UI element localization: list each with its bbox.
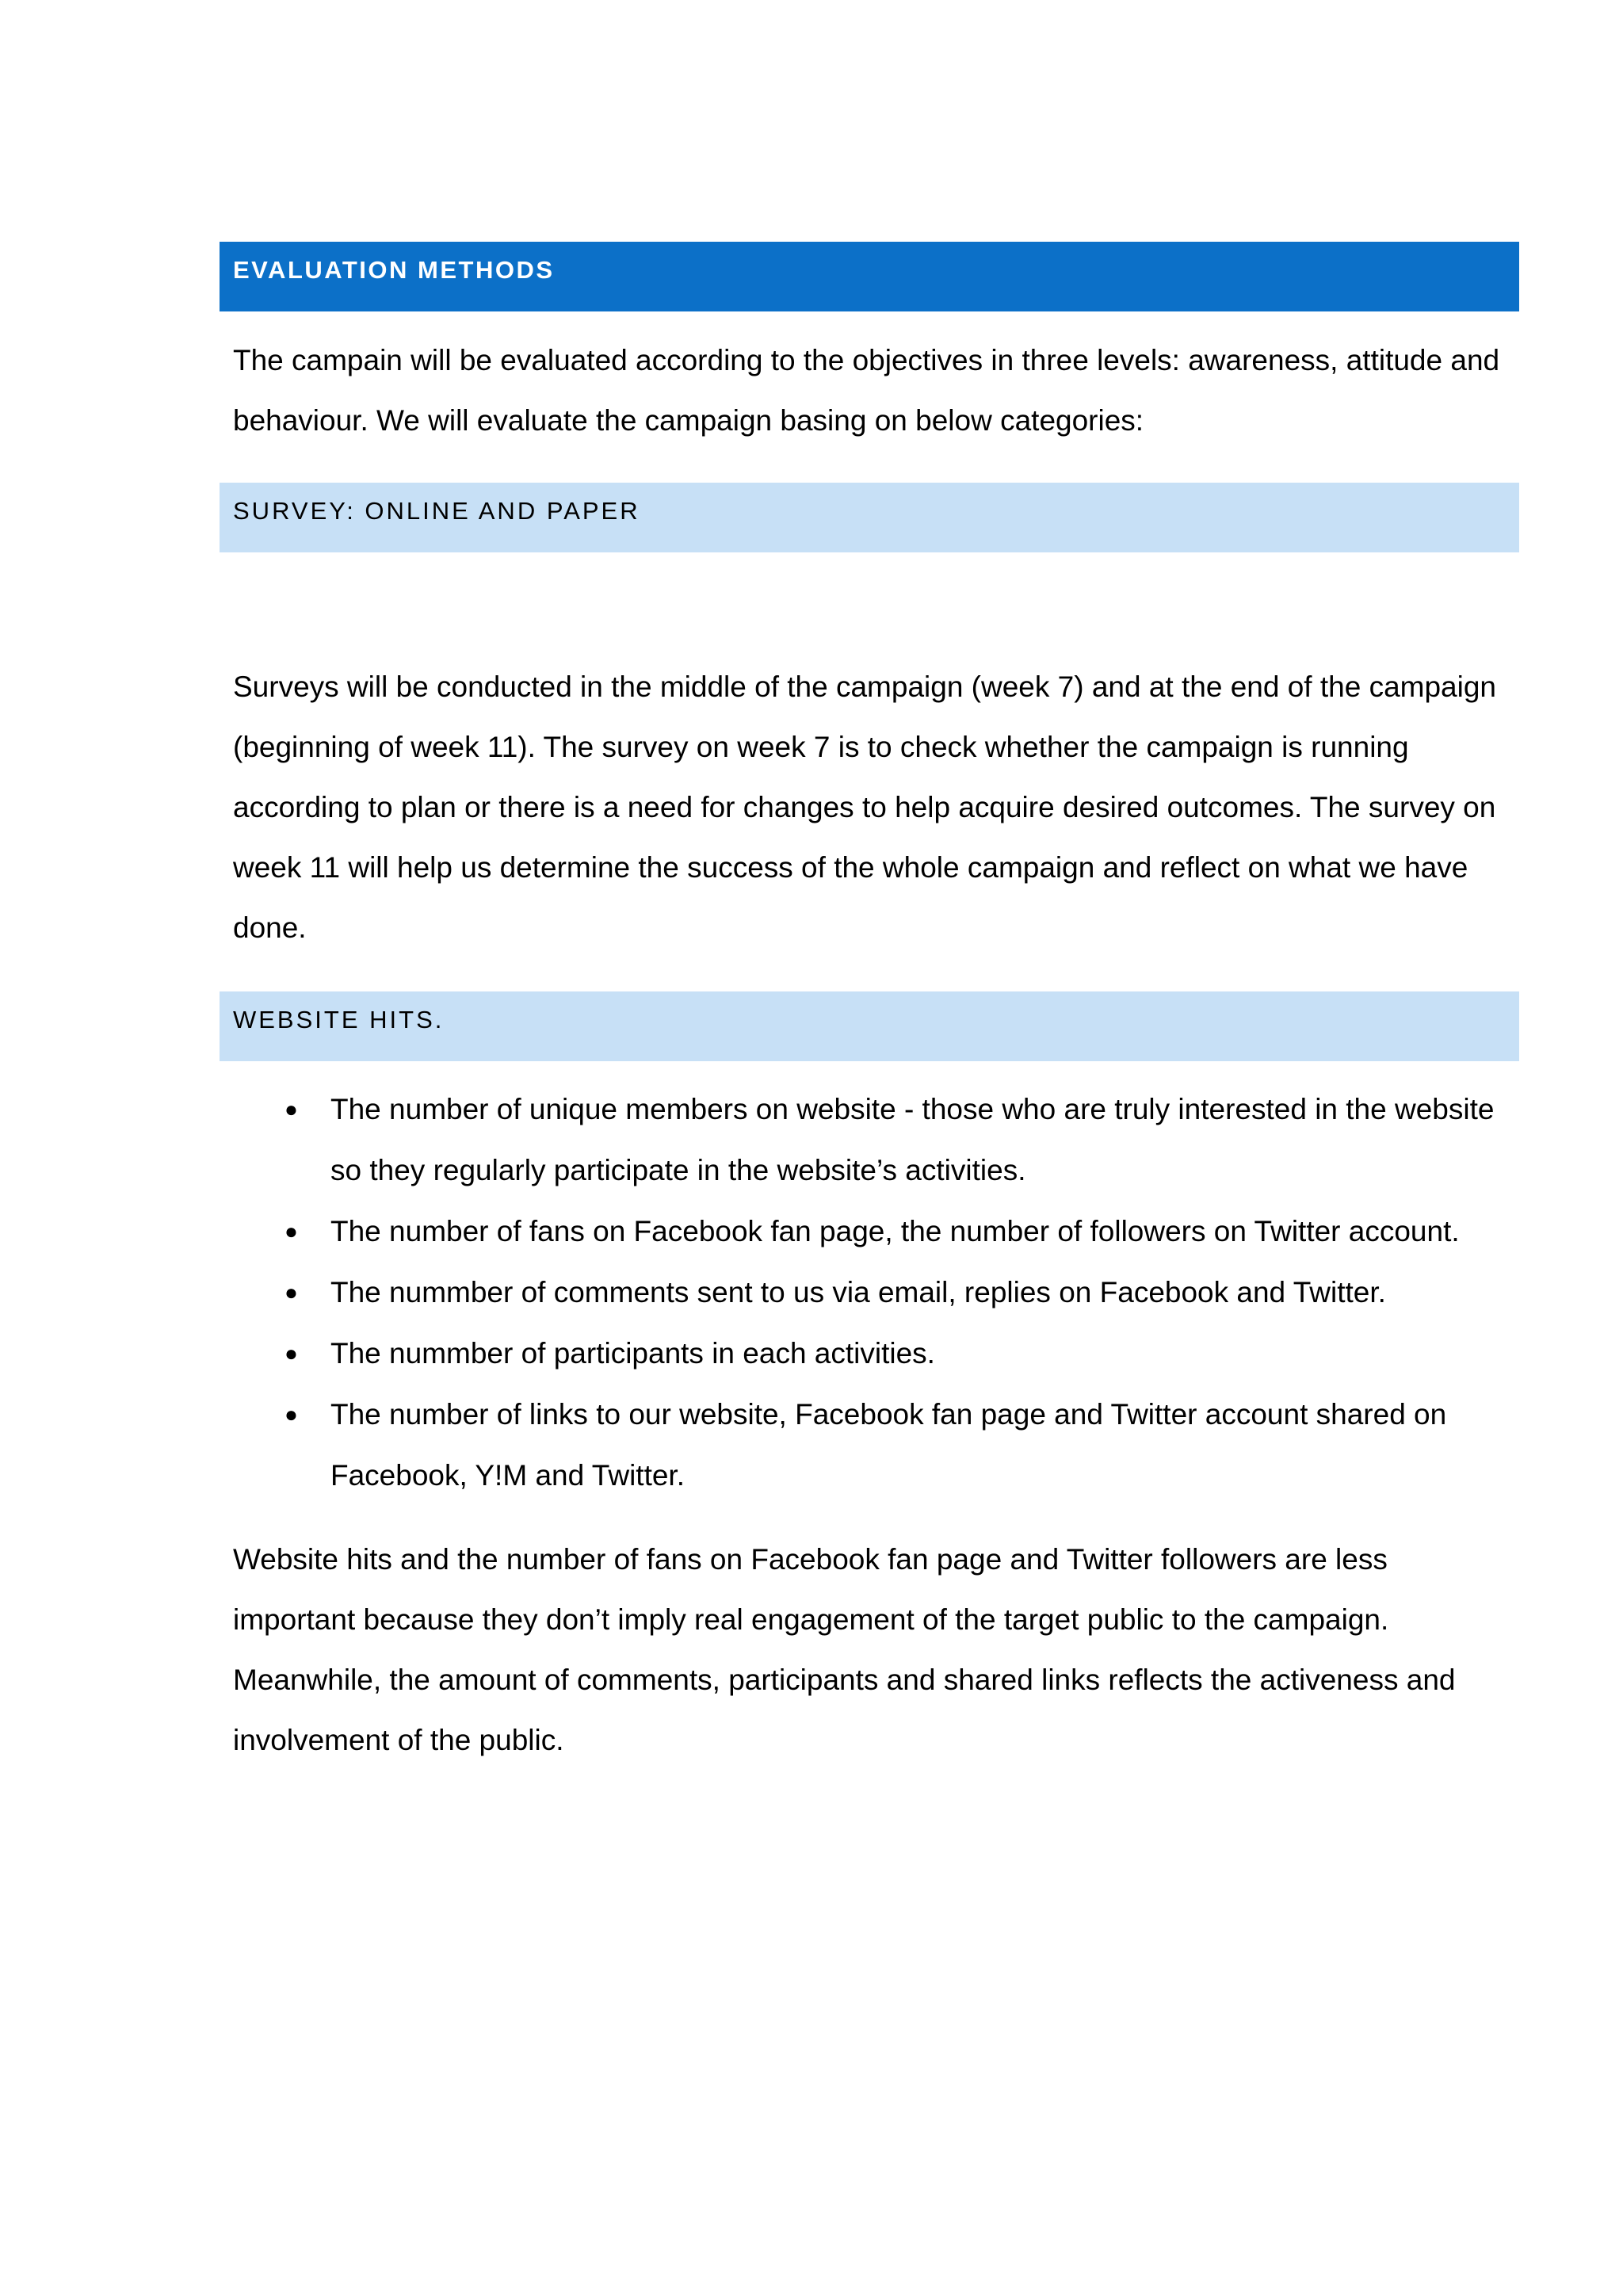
list-item [220, 1079, 1519, 1201]
website-hits-heading [220, 991, 1519, 1061]
list-item [220, 1262, 1519, 1323]
website-hits-list [220, 1079, 1519, 1506]
list-item [220, 1201, 1519, 1262]
bullet-icon: ● [285, 1280, 298, 1305]
survey-paragraph: Surveys will be conducted in the middle of the campaign (week 7) and at the end of the campaign (beginning of week 11). The survey on week 7 is to check whether the campaign is running according to plan or there is a need for changes to help acquire desired outcomes. The survey on week 11 will help us determine the success of the whole campaign and reflect on what we have done. [233, 670, 1496, 944]
list-item-text: The number of links to our website, Facebook fan page and Twitter account shared on Facebook, Y!M and Twitter. [330, 1398, 1447, 1492]
bullet-icon: ● [285, 1097, 298, 1121]
survey-heading [220, 483, 1519, 552]
list-item [220, 1384, 1519, 1506]
list-item-text: The number of unique members on website - those who are truly interested in the website so they regularly participate in the website’s activities. [330, 1093, 1495, 1186]
survey-heading-text: SURVEY: ONLINE AND PAPER [233, 497, 640, 525]
closing-paragraph: Website hits and the number of fans on Facebook fan page and Twitter followers are less important because they don’t imply real engagement of the target public to the campaign. Meanwhile, the amount of comments, participants and shared links reflects the activeness and involvement of the public. [233, 1543, 1456, 1756]
list-item-text: The nummber of participants in each activities. [330, 1337, 935, 1370]
website-hits-heading-text: WEBSITE HITS. [233, 1006, 445, 1033]
list-item-text: The number of fans on Facebook fan page, the number of followers on Twitter account. [330, 1215, 1460, 1247]
list-item [220, 1323, 1519, 1384]
document-content [220, 242, 1519, 1771]
intro-paragraph: The campain will be evaluated according to the objectives in three levels: awareness, attitude and behaviour. We will evaluate the campaign basing on below categories: [233, 344, 1500, 437]
bullet-icon: ● [285, 1219, 298, 1244]
evaluation-methods-heading-text: EVALUATION METHODS [233, 256, 555, 284]
bullet-icon: ● [285, 1341, 298, 1366]
evaluation-methods-heading [220, 242, 1519, 311]
bullet-icon: ● [285, 1402, 298, 1427]
list-item-text: The nummber of comments sent to us via email, replies on Facebook and Twitter. [330, 1276, 1386, 1308]
